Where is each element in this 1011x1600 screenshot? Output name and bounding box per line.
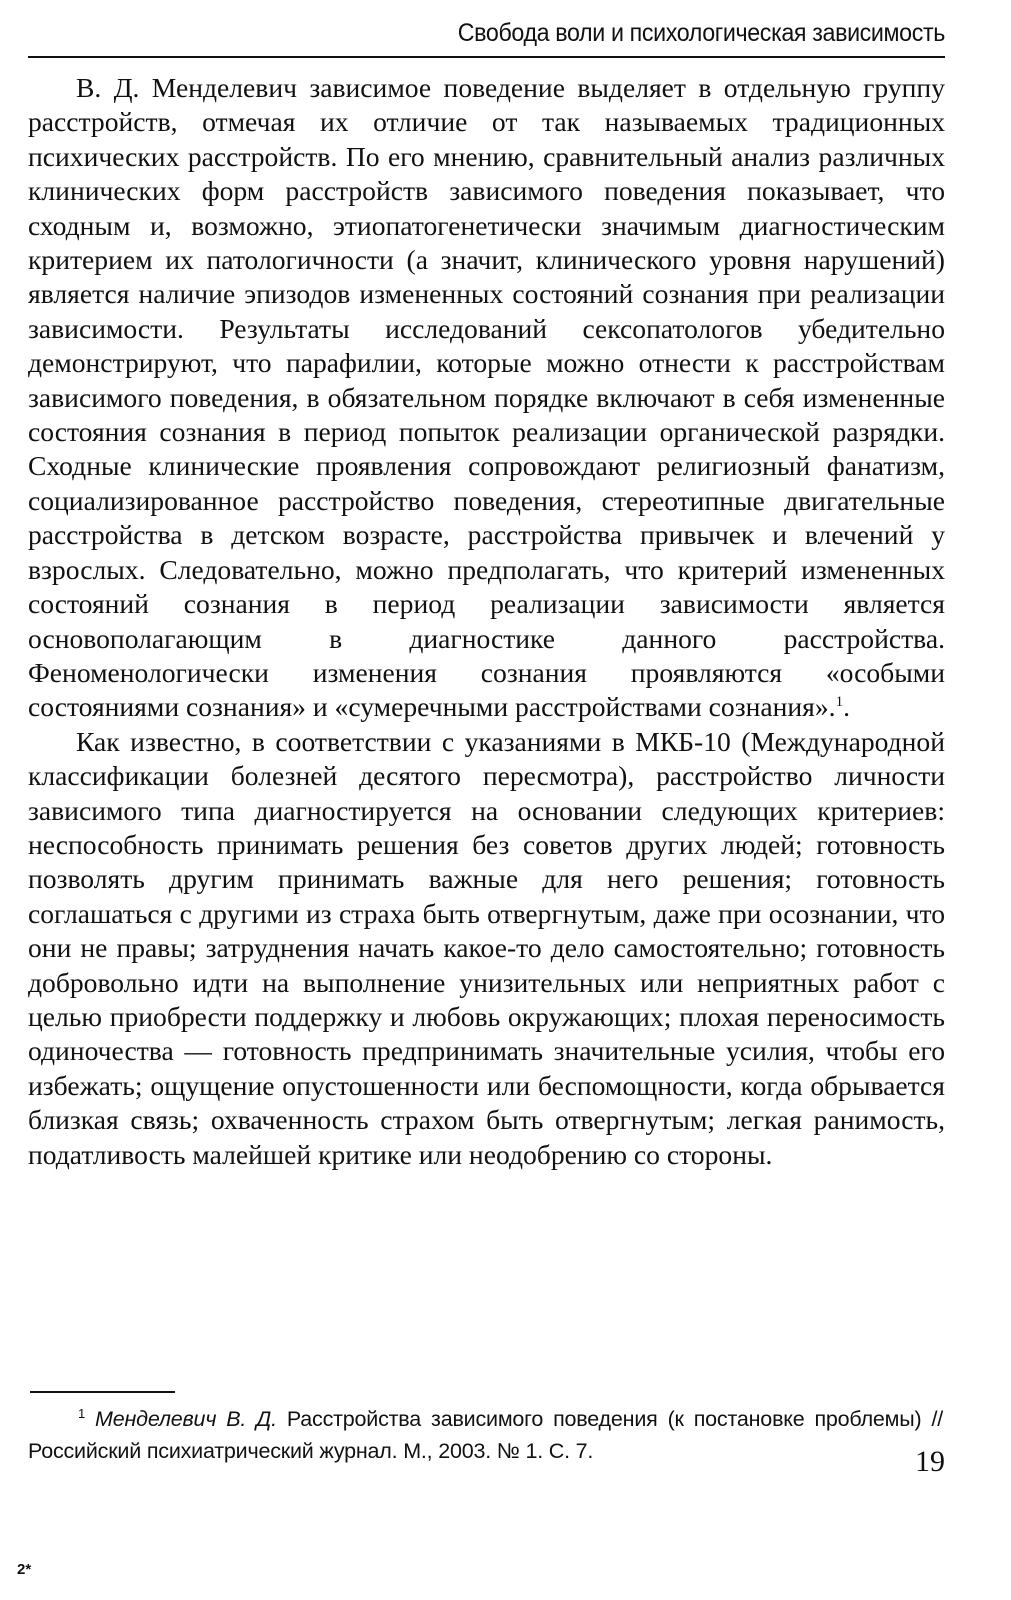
main-text: [28, 71, 945, 1172]
footnote-mark: 1: [78, 1405, 86, 1421]
paragraph-1-text: В. Д. Менделевич зависимое поведение выделяет в отдельную группу расстройств, отмечая их отличие от так называемых традиционных психических расстройств. По его мнению, сравнительный анализ различных клинических форм расстройств зависимого поведения показывает, что сходным и, возможно, этиопатогенетически значимым диагностическим критерием их патологичности (а значит, клинического уровня нарушений) является наличие эпизодов измененных состояний сознания при реализации зависимости. Результаты исследований сексопатологов убедительно демонстрируют, что парафилии, которые можно отнести к расстройствам зависимого поведения, в обязательном порядке включают в себя измененные состояния сознания в период попыток реализации органической разрядки. Сходные клинические проявления сопровождают религиозный фанатизм, социализированное расстройство поведения, стереотипные двигательные расстройства в детском возрасте, расстройства привычек и влечений у взрослых. Следовательно, можно предполагать, что критерий измененных состояний сознания в период реализации зависимости является основополагающим в диагностике данного расстройства. Феноменологически изменения сознания проявляются «особыми состояниями сознания» и «сумеречными расстройствами сознания».: [28, 72, 945, 723]
signature-mark: 2*: [17, 1561, 32, 1578]
footnote: [28, 1403, 943, 1467]
running-title: Свобода воли и психологическая зависимость: [457, 19, 945, 47]
header-rule: [28, 56, 945, 58]
footnote-author: Менделевич В. Д.: [95, 1407, 277, 1431]
footnote-text: Расстройства зависимого поведения (к постановке проблемы) // Российский психиатрический журнал. М., 2003. № 1. С. 7.: [28, 1407, 944, 1463]
page-number: 19: [915, 1445, 945, 1478]
paragraph-2: Как известно, в соответствии с указаниями в МКБ-10 (Международной классификации болезней десятого пересмотра), расстройство личности зависимого типа диагностируется на основании следующих критериев: неспособность принимать решения без советов других людей; готовность позволять другим принимать важные для него решения; готовность соглашаться с другими из страха быть отвергнутым, даже при осознании, что они не правы; затруднения начать какое-то дело самостоятельно; готовность добровольно идти на выполнение унизительных или неприятных работ с целью приобрести поддержку и любовь окружающих; плохая переносимость одиночества — готовность предпринимать значительные усилия, чтобы его избежать; ощущение опустошенности или беспомощности, когда обрывается близкая связь; охваченность страхом быть отвергнутым; легкая ранимость, податливость малейшей критике или неодобрению со стороны.: [28, 725, 945, 1170]
footnote-reference[interactable]: 1: [835, 694, 844, 711]
footnote-rule: [30, 1391, 175, 1393]
paragraph-1: В. Д. Менделевич зависимое поведение выделяет в отдельную группу расстройств, отмечая их отличие от так называемых традиционных психических расстройств. По его мнению, сравнительный анализ различных клинических форм расстройств зависимого поведения показывает, что сходным и, возможно, этиопатогенетически значимым диагностическим критерием их патологичности (а значит, клинического уровня нарушений) является наличие эпизодов измененных состояний сознания при реализации зависимости. Результаты исследований сексопатологов убедительно демонстрируют, что парафилии, которые можно отнести к расстройствам зависимого поведения, в обязательном порядке включают в себя измененные состояния сознания в период попыток реализации органической разрядки. Сходные клинические проявления сопровождают религиозный фанатизм, социализированное расстройство поведения, стереотипные двигательные расстройства в детском возрасте, расстройства привычек и влечений у взрослых. Следовательно, можно предполагать, что критерий измененных состояний сознания в период реализации зависимости является основополагающим в диагностике данного расстройства. Феноменологически изменения сознания проявляются «особыми состояниями сознания» и «сумеречными расстройствами сознания».$^1$.: [28, 72, 945, 723]
